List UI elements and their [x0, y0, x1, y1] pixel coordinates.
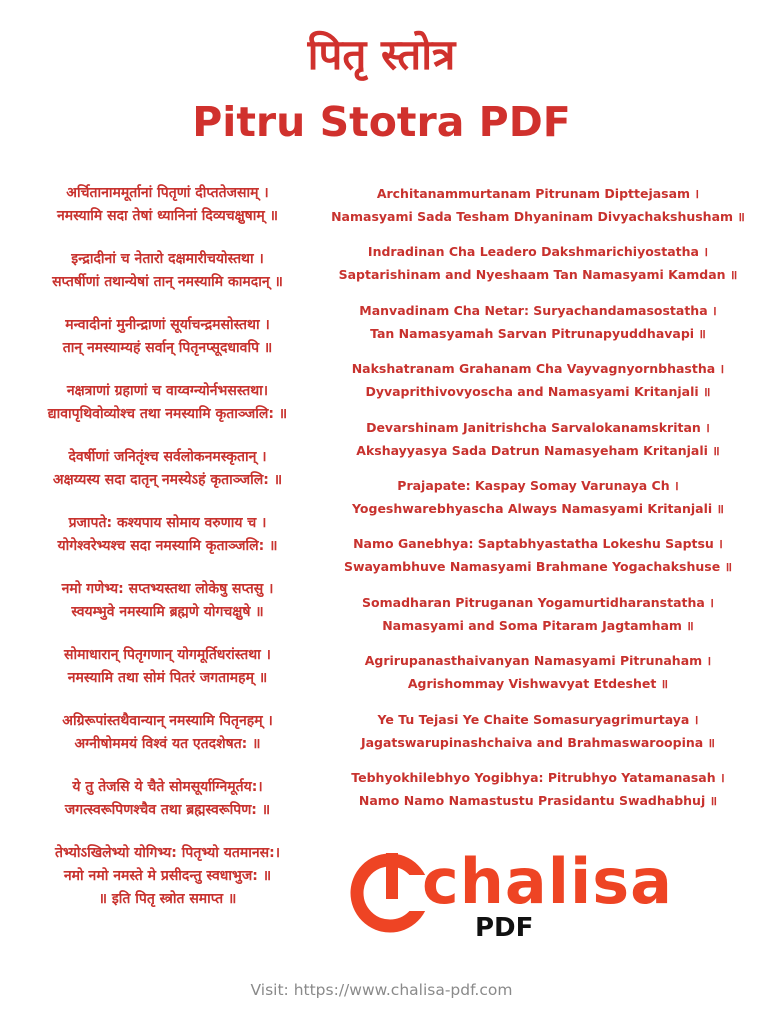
english-verse-line: Devarshinam Janitrishcha Sarvalokanamskritan । — [366, 419, 710, 435]
english-verse-line: Namo Namo Namastustu Prasidantu Swadhabhuj ॥ — [358, 792, 718, 808]
english-verse-line: Manvadinam Cha Netar: Suryachandamasostatha । — [359, 302, 717, 318]
hindi-verse-line: तान् नमस्याम्यहं सर्वान् पितृनप्सूदधावपि ॥ — [62, 340, 273, 356]
hindi-verse-line: योगेश्वरेभ्यश्च सदा नमस्यामि कृताञ्जलि: ॥ — [57, 538, 278, 554]
hindi-verse — [10, 644, 325, 710]
english-verse-line: Somadharan Pitruganan Yogamurtidharanstatha । — [362, 594, 714, 610]
english-verse-line: Tebhyokhilebhyo Yogibhya: Pitrubhyo Yatamanasah । — [351, 769, 725, 785]
english-verse-line: Architanammurtanam Pitrunam Dipttejasam । — [376, 186, 700, 201]
hindi-verse-line: सप्तर्षीणां तथान्येषां तान् नमस्यामि कामदान् ॥ — [52, 274, 283, 290]
english-verse-line: Yogeshwarebhyascha Always Namasyami Kritanjali ॥ — [352, 500, 724, 516]
english-verse-line: Ye Tu Tejasi Ye Chaite Somasuryagrimurtaya । — [377, 711, 699, 727]
hindi-verse-line: ॥ इति पितृ स्त्रोत समाप्त ॥ — [98, 891, 237, 907]
hindi-verse — [10, 182, 325, 248]
hindi-verse-line: मन्वादीनां मुनीन्द्राणां सूर्याचन्द्रमसोस्तथा । — [65, 317, 270, 333]
hindi-verse-line: नक्षत्राणां ग्रहाणां च वाय्वग्न्योर्नभसस्तथा। — [66, 383, 269, 399]
english-verse — [318, 708, 758, 766]
english-verse — [318, 416, 758, 474]
english-verse-line: Tan Namasyamah Sarvan Pitrunapyuddhavapi ॥ — [370, 325, 706, 341]
website-footer[interactable]: Visit: https://www.chalisa-pdf.com — [250, 981, 513, 999]
english-verse-line: Agrishommay Vishwavyat Etdeshet ॥ — [407, 676, 669, 692]
hindi-verse-line: जगत्स्वरूपिणश्चैव तथा ब्रह्मस्वरूपिण: ॥ — [64, 802, 271, 818]
hindi-verse-line: सोमाधारान् पितृगणान् योगमूर्तिधरांस्तथा । — [64, 647, 271, 663]
hindi-verse-line: द्यावापृथिवोव्योश्च तथा नमस्यामि कृताञ्जलि: ॥ — [47, 406, 288, 422]
hindi-verse-line: नमो नमो नमस्ते मे प्रसीदन्तु स्वधाभुज: ॥ — [63, 868, 272, 884]
hindi-verse-line: अग्नीषोममयं विश्वं यत एतदशेषत: ॥ — [74, 736, 261, 752]
chalisa-pdf-logo — [350, 845, 673, 945]
hindi-verse-line: ये तु तेजसि ये चैते सोमसूर्याग्निमूर्तय:। — [72, 779, 263, 795]
english-verse-line: Namo Ganebhya: Saptabhyastatha Lokeshu Saptsu । — [353, 536, 723, 552]
hindi-verse — [10, 578, 325, 644]
hindi-verse-line: अक्षय्यस्य सदा दातृन् नमस्येऽहं कृताञ्जलि: ॥ — [52, 472, 283, 488]
hindi-verse-line: अर्चितानाममूर्तानां पितृणां दीप्ततेजसाम् । — [66, 185, 269, 201]
hindi-verse — [10, 842, 325, 908]
page-title-english: Pitru Stotra PDF — [192, 98, 571, 146]
hindi-verse-line: अग्रिरूपांस्तथैवान्यान् नमस्यामि पितृनहम् । — [62, 713, 273, 729]
english-verse — [318, 649, 758, 707]
hindi-verse — [10, 380, 325, 446]
english-verse-line: Prajapate: Kaspay Somay Varunaya Ch । — [397, 477, 679, 493]
hindi-verse — [10, 710, 325, 776]
hindi-verse — [10, 446, 325, 512]
english-verse-line: Namasyami Sada Tesham Dhyaninam Divyachakshusham ॥ — [331, 209, 745, 224]
page-title-hindi: पितृ स्तोत्र — [307, 30, 456, 79]
hindi-verse-line: नमो गणेभ्य: सप्तभ्यस्तथा लोकेषु सप्तसु । — [61, 581, 274, 597]
english-verse-line: Indradinan Cha Leadero Dakshmarichiyostatha । — [367, 244, 709, 260]
english-verse-line: Namasyami and Soma Pitaram Jagtamham ॥ — [382, 617, 694, 633]
hindi-verse — [10, 512, 325, 578]
english-verse — [318, 299, 758, 357]
hindi-verse-line: नमस्यामि तथा सोमं पितरं जगतामहम् ॥ — [67, 670, 268, 686]
english-verse — [318, 182, 758, 240]
logo-c-icon — [350, 853, 430, 933]
english-verse — [318, 591, 758, 649]
english-verse — [318, 766, 758, 824]
english-verse-line: Swayambhuve Namasyami Brahmane Yogachakshuse ॥ — [343, 559, 733, 575]
logo-pdf-text: PDF — [475, 913, 534, 943]
english-verse-line: Akshayyasya Sada Datrun Namasyeham Kritanjali ॥ — [356, 442, 720, 458]
english-verses-column — [318, 182, 758, 824]
hindi-verse — [10, 248, 325, 314]
hindi-verse-line: तेभ्योऽखिलेभ्यो योगिभ्य: पितृभ्यो यतमानस:। — [54, 845, 280, 861]
hindi-verses-column — [10, 182, 325, 908]
english-verse-line: Jagatswarupinashchaiva and Brahmaswaroopina ॥ — [360, 734, 716, 750]
hindi-verse — [10, 776, 325, 842]
english-verse — [318, 357, 758, 415]
hindi-verse — [10, 314, 325, 380]
hindi-verse-line: देवर्षीणां जनितृंश्च सर्वलोकनमस्कृतान् । — [68, 449, 267, 465]
english-verse-line: Saptarishinam and Nyeshaam Tan Namasyami Kamdan ॥ — [338, 267, 738, 283]
hindi-verse-line: प्रजापते: कश्यपाय सोमाय वरुणाय च । — [68, 515, 267, 531]
logo-word: chalisa — [422, 845, 673, 918]
english-verse — [318, 240, 758, 298]
english-verse-line: Agrirupanasthaivanyan Namasyami Pitrunaham । — [364, 653, 712, 669]
hindi-verse-line: इन्द्रादीनां च नेतारो दक्षमारीचयोस्तथा । — [71, 251, 264, 267]
english-verse-line: Dyvaprithivovyoscha and Namasyami Kritanjali ॥ — [365, 384, 711, 400]
hindi-verse-line: स्वयम्भुवे नमस्यामि ब्रह्मणे योगचक्षुषे ॥ — [71, 604, 264, 620]
hindi-verse-line: नमस्यामि सदा तेषां ध्यानिनां दिव्यचक्षुषाम् ॥ — [56, 208, 279, 224]
english-verse-line: Nakshatranam Grahanam Cha Vayvagnyornbhastha । — [351, 361, 725, 377]
english-verse — [318, 474, 758, 532]
english-verse — [318, 532, 758, 590]
